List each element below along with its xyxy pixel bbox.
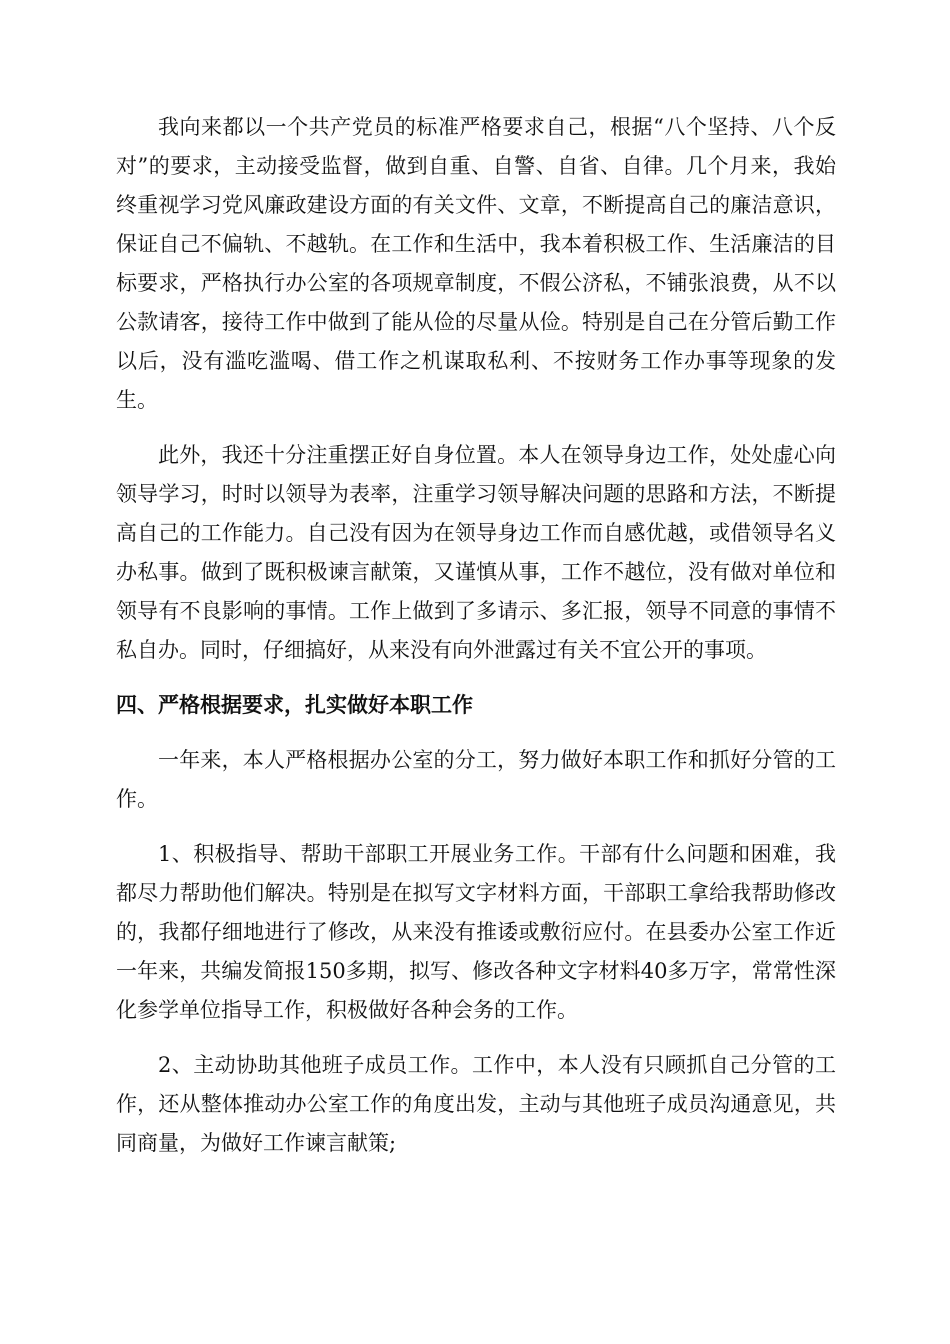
section-heading: 四、严格根据要求，扎实做好本职工作 <box>116 693 473 717</box>
paragraph-item-1: 1、积极指导、帮助干部职工开展业务工作。干部有什么问题和困难，我都尽力帮助他们解决。特别是在拟写文字材料方面，干部职工拿给我帮助修改的，我都仔细地进行了修改，从来没有推诿或敷衍应付。在县委办公室工作近一年来，共编发简报150多期，拟写、修改各种文字材料40多万字，常常性深化参学单位指导工作，积极做好各种会务的工作。 <box>116 842 836 1022</box>
paragraph-self-discipline: 我向来都以一个共产党员的标准严格要求自己，根据“八个坚持、八个反对”的要求，主动接受监督，做到自重、自警、自省、自律。几个月来，我始终重视学习党风廉政建设方面的有关文件、文章，不断提高自己的廉洁意识，保证自己不偏轨、不越轨。在工作和生活中，我本着积极工作、生活廉洁的目标要求，严格执行办公室的各项规章制度，不假公济私，不铺张浪费，从不以公款请客，接待工作中做到了能从俭的尽量从俭。特别是自己在分管后勤工作以后，没有滥吃滥喝、借工作之机谋取私利、不按财务工作办事等现象的发生。 <box>116 115 836 412</box>
paragraph-position: 此外，我还十分注重摆正好自身位置。本人在领导身边工作，处处虚心向领导学习，时时以领导为表率，注重学习领导解决问题的思路和方法，不断提高自己的工作能力。自己没有因为在领导身边工作而自感优越，或借领导名义办私事。做到了既积极谏言献策，又谨慎从事，工作不越位，没有做对单位和领导有不良影响的事情。工作上做到了多请示、多汇报，领导不同意的事情不私自办。同时，仔细搞好，从来没有向外泄露过有关不宜公开的事项。 <box>116 443 836 662</box>
paragraph-overview: 一年来，本人严格根据办公室的分工，努力做好本职工作和抓好分管的工作。 <box>116 748 836 811</box>
paragraph-item-2: 2、主动协助其他班子成员工作。工作中，本人没有只顾抓自己分管的工作，还从整体推动办公室工作的角度出发，主动与其他班子成员沟通意见，共同商量，为做好工作谏言献策; <box>116 1053 836 1155</box>
document-body <box>116 108 836 1179</box>
